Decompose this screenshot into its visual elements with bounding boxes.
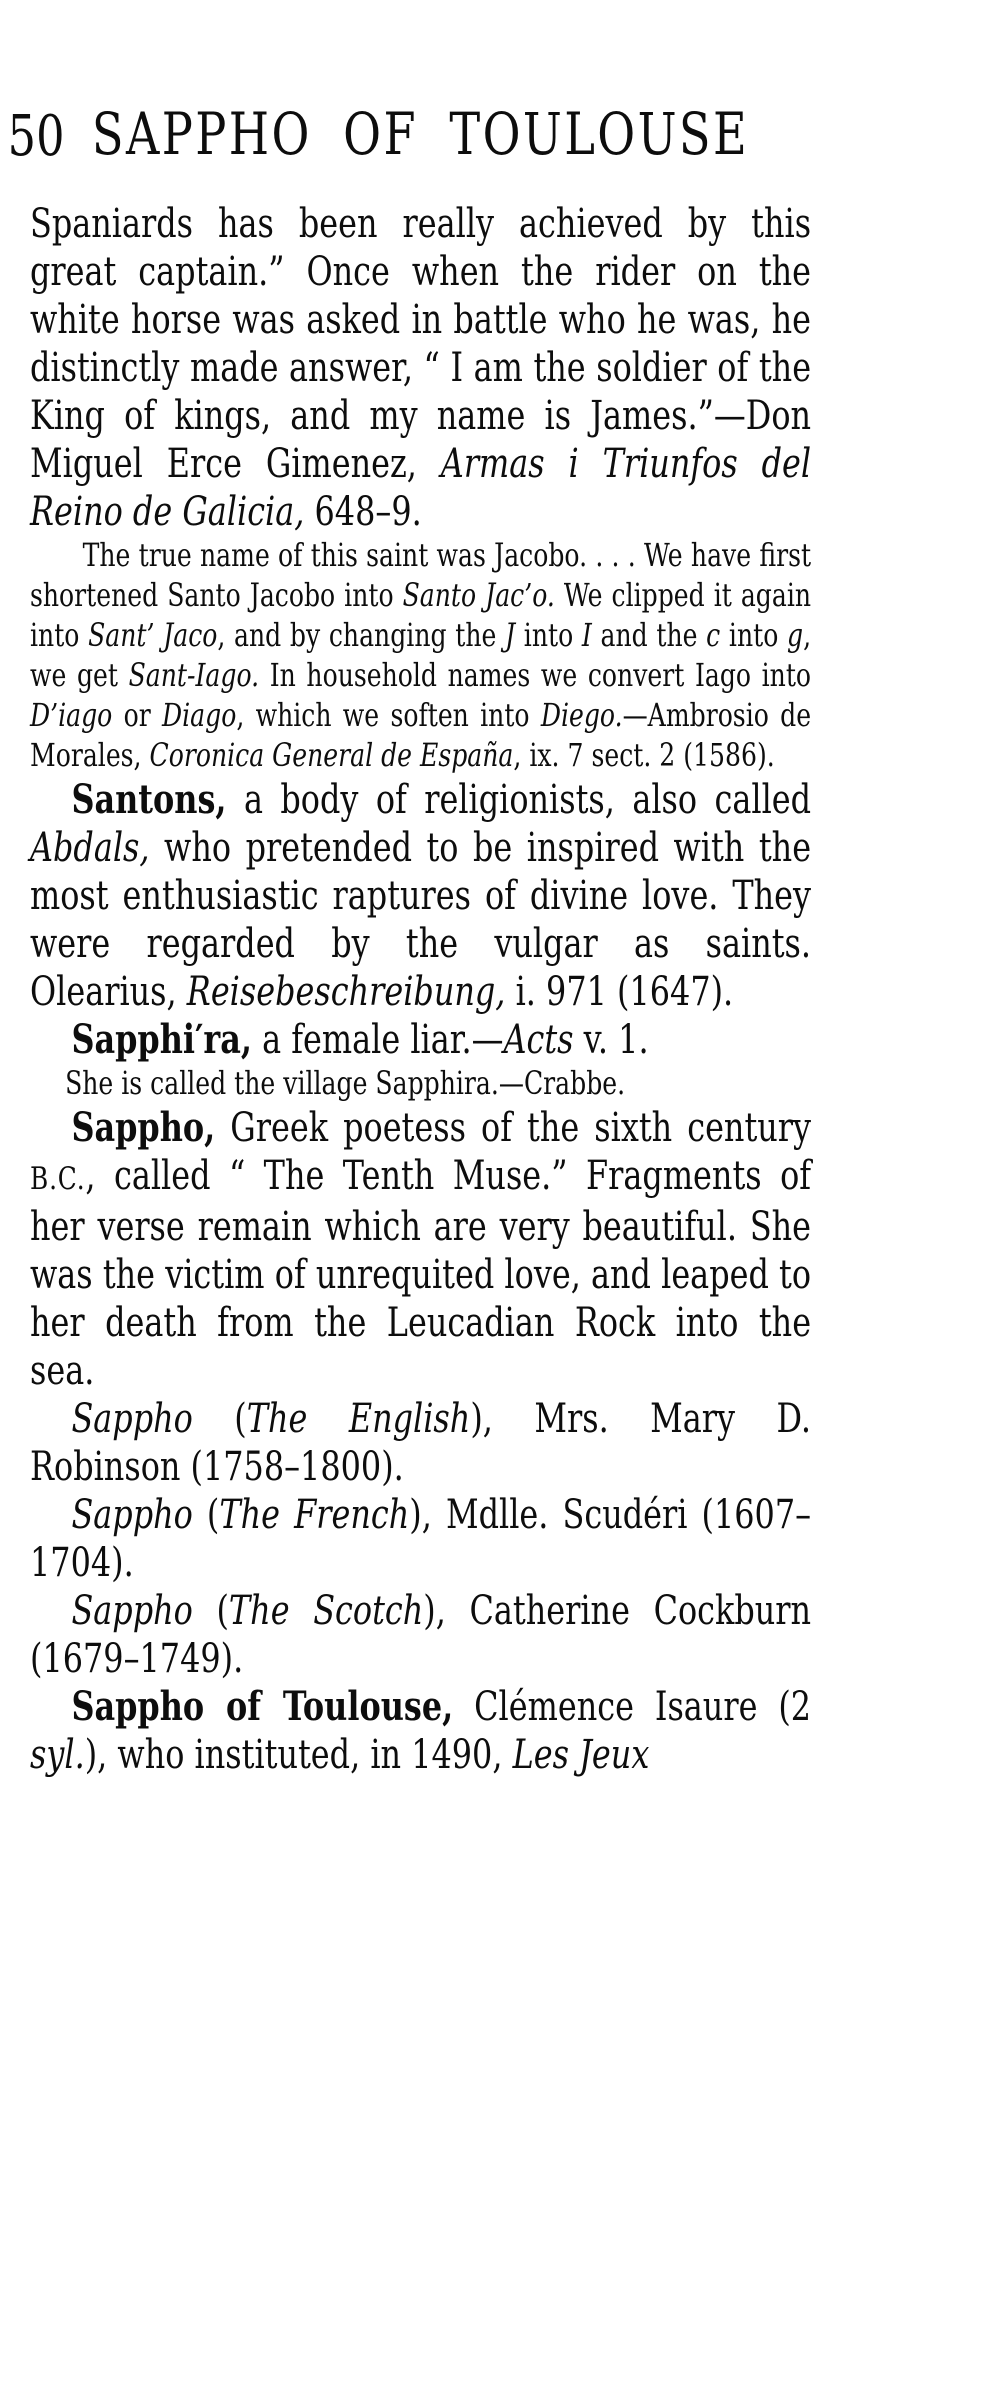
text-segment: Sant-Iago. xyxy=(128,658,260,694)
text-segment: Reisebeschreibung, xyxy=(186,969,506,1015)
text-segment: I xyxy=(581,618,592,654)
text-segment: Abdals, xyxy=(30,825,150,871)
text-segment: The true name of this saint was Jacobo. . . . We have first shortened Santo Jacobo into xyxy=(30,538,812,614)
text-segment: Sappho of Toulouse, xyxy=(71,1683,454,1730)
text-segment: and the xyxy=(591,618,707,654)
text-segment: 648–9. xyxy=(304,489,422,535)
text-segment: In household names we convert Iago into xyxy=(259,658,812,694)
text-segment: Coronica General de España xyxy=(149,738,514,774)
text-segment: The Scotch xyxy=(228,1588,424,1634)
note-santiago xyxy=(30,536,811,776)
text-segment: v. 1. xyxy=(573,1017,649,1063)
entry-sapphira xyxy=(30,1016,811,1064)
text-segment: ), Mrs. Mary D. Robinson (1758–1800). xyxy=(30,1396,812,1490)
text-segment: Sappho xyxy=(71,1492,193,1538)
text-segment: into xyxy=(720,618,788,654)
text-segment: , and by changing the xyxy=(217,618,506,654)
entry-sappho xyxy=(30,1104,811,1395)
text-segment: ( xyxy=(192,1396,247,1442)
text-segment: , we get xyxy=(30,618,812,694)
text-segment: syl. xyxy=(30,1732,85,1778)
text-segment: The English xyxy=(246,1396,471,1442)
text-segment: or xyxy=(112,698,163,734)
text-column xyxy=(30,200,811,1779)
text-segment: a female liar.— xyxy=(251,1017,504,1063)
text-segment: ), Catherine Cockburn (1679–1749). xyxy=(30,1588,812,1682)
text-segment: Santo Jac’o. xyxy=(402,578,555,614)
text-segment: Clémence Isaure (2 xyxy=(453,1684,812,1730)
text-segment: c xyxy=(706,618,721,654)
text-segment: We clipped it again into xyxy=(30,578,812,654)
entry-santons xyxy=(30,776,811,1016)
continuation-paragraph xyxy=(30,200,811,536)
text-segment: Sappho, xyxy=(71,1104,216,1151)
text-segment: Les Jeux xyxy=(512,1732,650,1778)
text-segment: ( xyxy=(192,1492,220,1538)
note-sapphira xyxy=(30,1064,811,1104)
text-segment: i. 971 (1647). xyxy=(505,969,734,1015)
page-header xyxy=(7,100,811,169)
entry-sappho-french xyxy=(30,1491,811,1587)
text-segment: who pretended to be inspired with the most enthusiastic raptures of divine love. They were regarded by the vulgar as saints. Olearius, xyxy=(30,825,812,1015)
text-segment: Spaniards has been really achieved by this great captain.” Once when the rider on the white horse was asked in battle who he was, he distinctly made answer, “ I am the soldier of the King of kings, and my name is James.”—Don Miguel Erce Gimenez, xyxy=(30,201,812,487)
text-segment: Sappho xyxy=(71,1396,193,1442)
text-segment: Diego. xyxy=(540,698,623,734)
text-segment: into xyxy=(515,618,582,654)
text-segment: Acts xyxy=(503,1017,574,1063)
text-segment: ), Mdlle. Scudéri (1607–1704). xyxy=(30,1492,812,1586)
text-segment: ), who instituted, in 1490, xyxy=(84,1732,513,1778)
text-segment: , called “ The Tenth Muse.” Fragments of her verse remain which are very beautiful. She was the victim of unrequited love, and leaped to her death from the Leucadian Rock into the sea. xyxy=(30,1153,812,1394)
text-segment: Sapphi′ra, xyxy=(71,1016,252,1063)
text-segment: B.C. xyxy=(30,1161,86,1197)
text-segment: The French xyxy=(219,1492,410,1538)
text-segment: Sant’ Jaco xyxy=(88,618,218,654)
text-segment: Greek poetess of the sixth century xyxy=(215,1105,812,1151)
text-segment: Armas i Triunfos del Reino de Galicia, xyxy=(30,441,812,535)
page-number: 50 xyxy=(7,104,65,169)
text-segment: —Ambrosio de Morales, xyxy=(30,698,812,774)
entry-sappho-toulouse xyxy=(30,1683,811,1779)
text-segment: J xyxy=(505,618,516,654)
text-segment: D’iago xyxy=(30,698,113,734)
text-segment: , which we soften into xyxy=(236,698,541,734)
text-segment: Santons, xyxy=(71,776,227,823)
text-segment: Diago xyxy=(162,698,237,734)
entry-sappho-scotch xyxy=(30,1587,811,1683)
text-segment: ( xyxy=(192,1588,229,1634)
text-segment: Sappho xyxy=(71,1588,193,1634)
entry-sappho-english xyxy=(30,1395,811,1491)
text-segment: a body of religionists, also called xyxy=(226,777,812,823)
text-segment: She is called the village Sapphira.—Crabbe. xyxy=(65,1066,626,1102)
running-title: SAPPHO OF TOULOUSE xyxy=(91,100,750,168)
text-segment: , ix. 7 sect. 2 (1586). xyxy=(513,738,775,774)
text-segment: g xyxy=(787,618,804,654)
